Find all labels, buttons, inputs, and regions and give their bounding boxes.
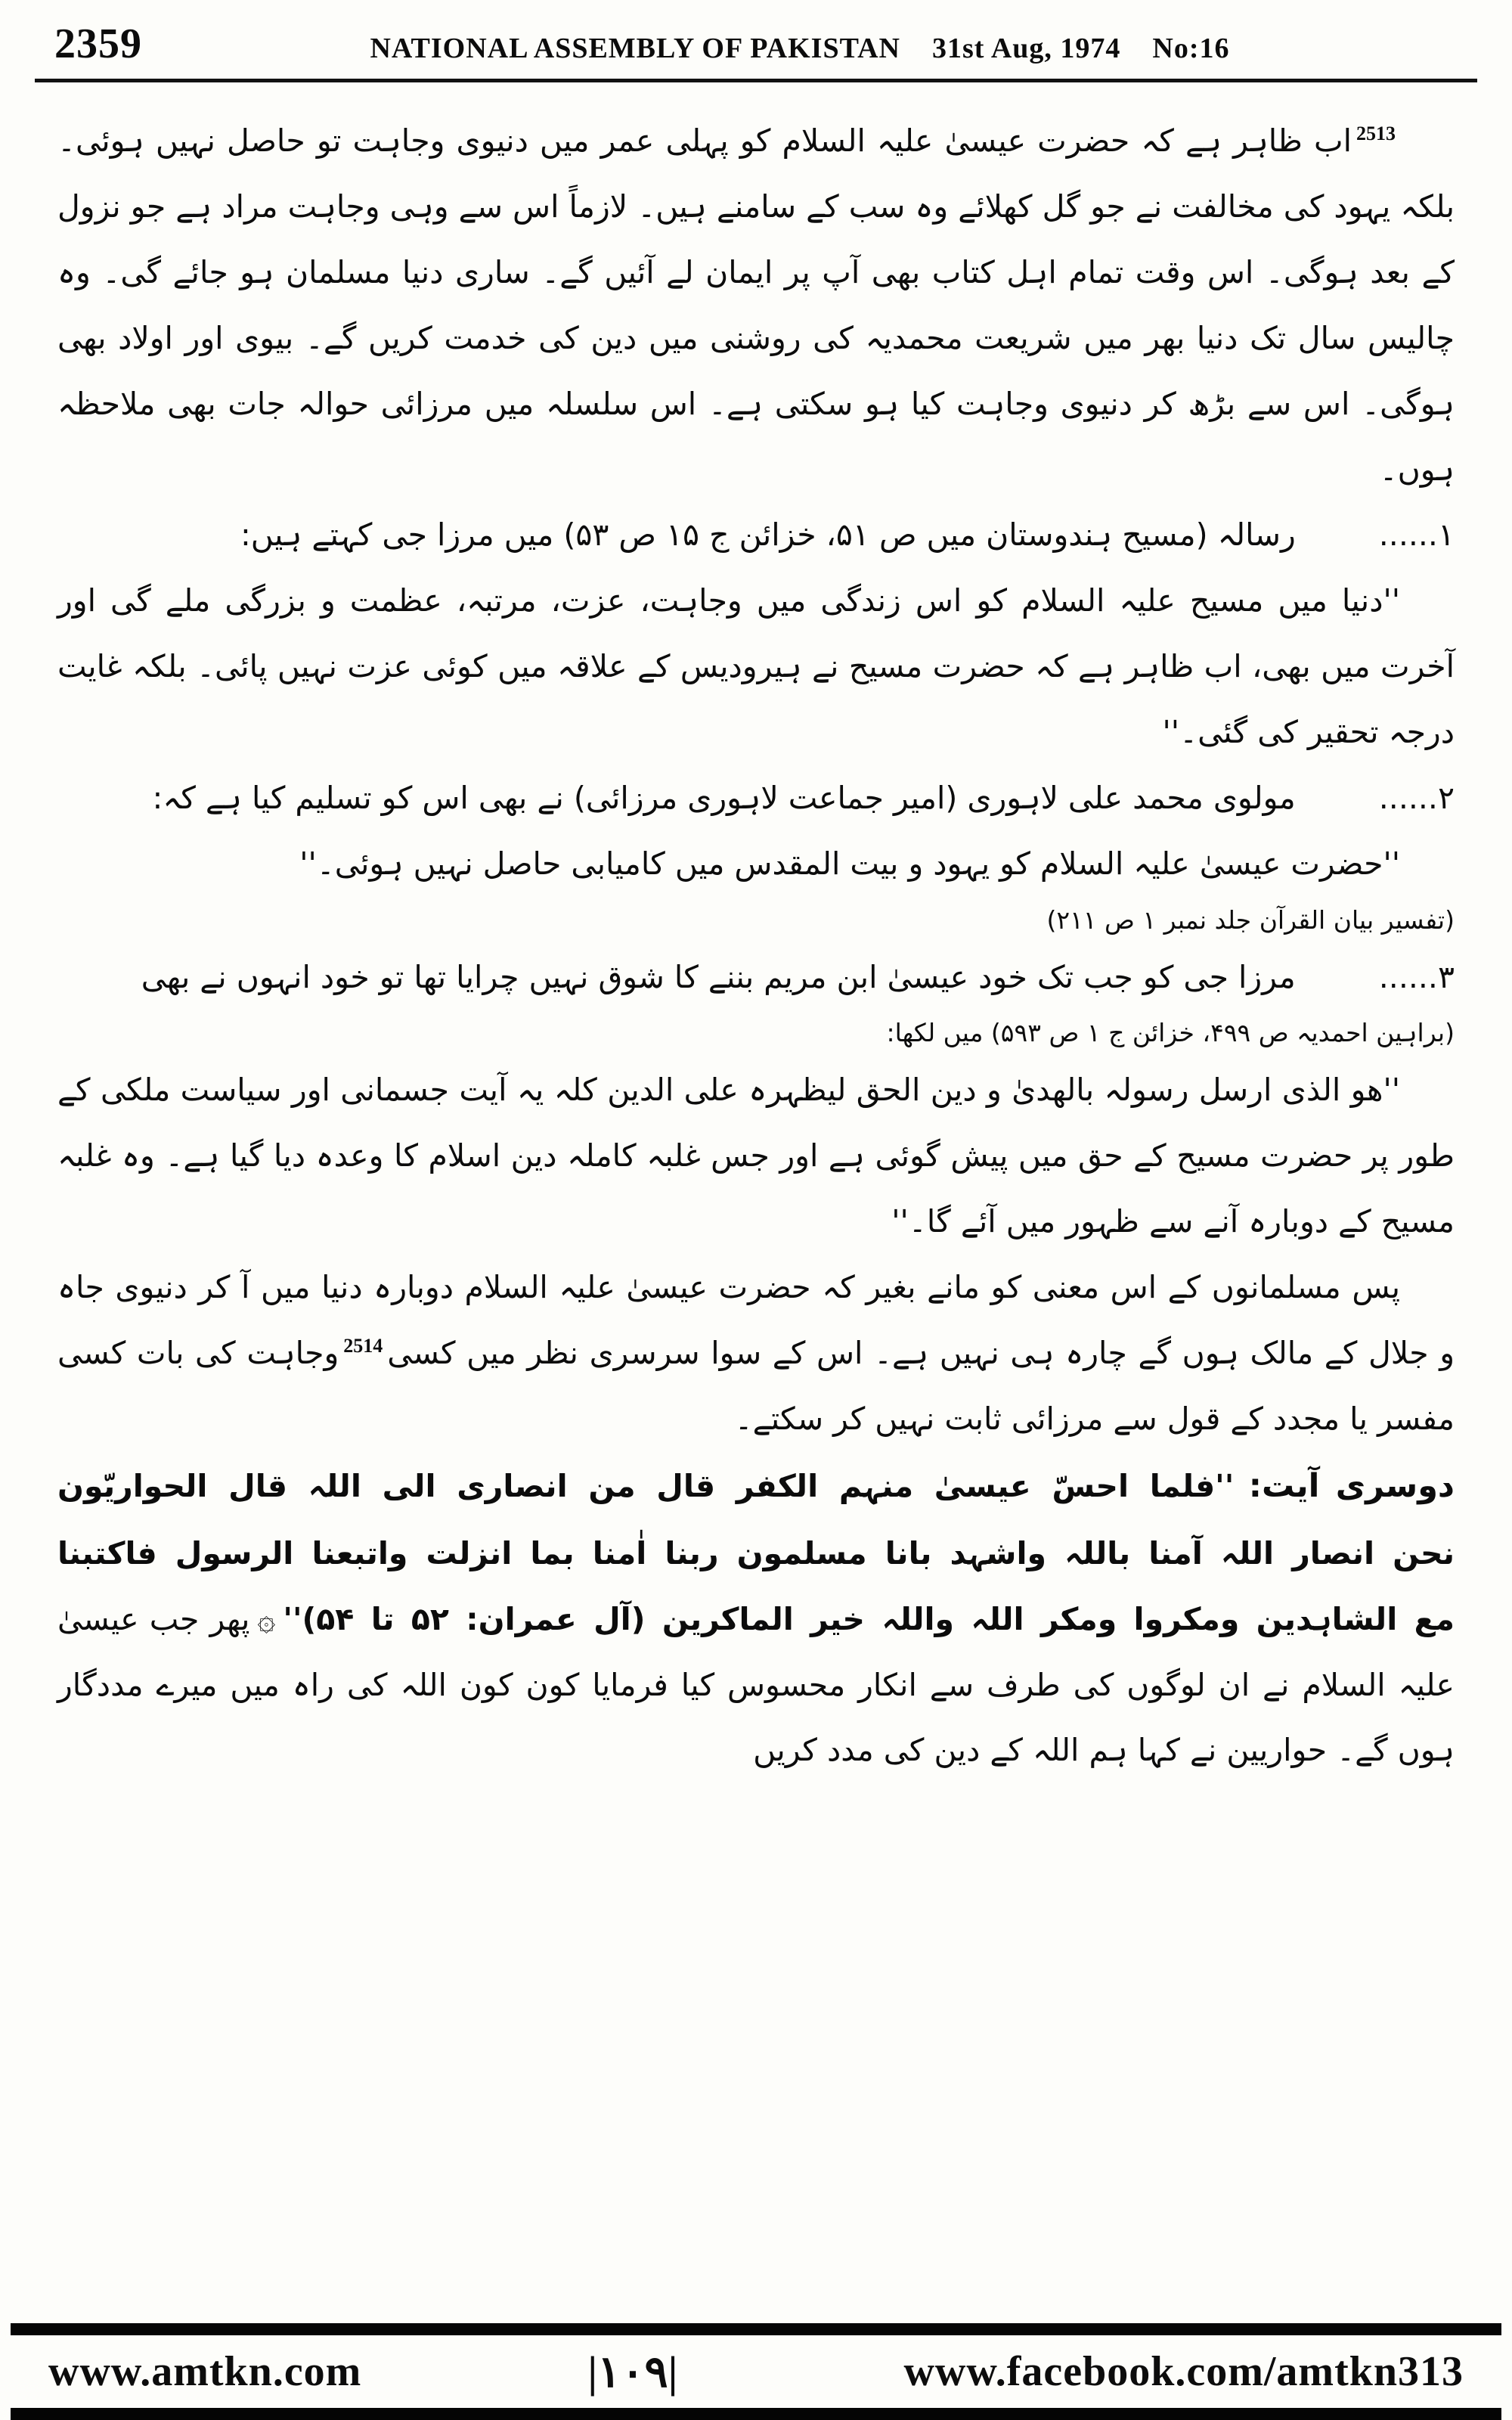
paragraph-conclusion-text-a: پس مسلمانوں کے اس معنی کو مانے بغیر کہ حضرت عیسیٰ علیہ السلام دوبارہ دنیا میں آ کر دنیوی جاہ و جلال کے مالک ہوں گے چارہ ہی نہیں ہے۔ اس کے سوا سرسری نظر میں کسی	[57, 1268, 1455, 1371]
header-date: 31st Aug, 1974	[932, 33, 1121, 64]
header-issue-number: No:16	[1152, 33, 1230, 64]
column-marker-2513: 2513	[1356, 123, 1396, 145]
list-item-2-text: مولوی محمد علی لاہوری (امیر جماعت لاہوری مرزائی) نے بھی اس کو تسلیم کیا ہے کہ:	[152, 780, 1296, 817]
list-item-1-number: ۱......	[1378, 517, 1455, 554]
footer-rule-bottom	[11, 2408, 1501, 2420]
paragraph-conclusion	[57, 1255, 1455, 1452]
reference-braheen: (براہین احمدیہ ص ۴۹۹، خزائن ج ۱ ص ۵۹۳) میں لکھا:	[886, 1018, 1455, 1048]
list-item-3-number: ۳......	[1378, 958, 1455, 995]
paragraph-second-verse	[57, 1452, 1455, 1784]
list-item-2-number: ۲......	[1378, 780, 1455, 817]
quote-lahori: ''حضرت عیسیٰ علیہ السلام کو یہود و بیت المقدس میں کامیابی حاصل نہیں ہوئی۔''	[299, 845, 1400, 882]
header-title-row	[142, 32, 1458, 65]
list-item-1	[57, 502, 1455, 568]
paragraph-intro	[57, 108, 1455, 502]
list-item-2	[57, 765, 1455, 831]
paragraph-conclusion-text-b: وجاہت کی بات کسی مفسر یا مجدد کے قول سے مرزائی ثابت نہیں کر سکتے۔	[57, 1334, 1455, 1437]
second-verse-heading: دوسری آیت:	[1248, 1466, 1455, 1505]
page-footer	[0, 2323, 1512, 2420]
document-body	[0, 82, 1512, 1783]
quote-braheen: ''ھو الذی ارسل رسولہ بالھدیٰ و دین الحق لیظہرہ علی الدین کلہ یہ آیت جسمانی اور سیاست ملکی کے طور پر حضرت مسیح کے حق میں پیش گوئی ہے اور جس غلبہ کاملہ دین اسلام کا وعدہ دیا گیا ہے۔ وہ غلبہ مسیح کے دوبارہ آنے سے ظہور میں آئے گا۔''	[57, 1072, 1455, 1239]
quote-risala: ''دنیا میں مسیح علیہ السلام کو اس زندگی میں وجاہت، عزت، مرتبہ، عظمت و بزرگی ملے گی اور آخرت میں بھی، اب ظاہر ہے کہ حضرت مسیح نے ہیرودیس کے علاقہ میں کوئی عزت نہیں پائی۔ بلکہ غایت درجہ تحقیر کی گئی۔''	[57, 582, 1455, 751]
column-marker-2514: 2514	[343, 1335, 383, 1357]
page-number: 2359	[54, 20, 142, 67]
reference-tafsir: (تفسیر بیان القرآن جلد نمبر ۱ ص ۲۱۱)	[1046, 904, 1455, 935]
list-item-3-text: مرزا جی کو جب تک خود عیسیٰ ابن مریم بننے کا شوق نہیں چرایا تھا تو خود انہوں نے بھی	[141, 958, 1296, 995]
list-item-3	[57, 945, 1455, 1010]
paragraph-intro-text: اب ظاہر ہے کہ حضرت عیسیٰ علیہ السلام کو پہلی عمر میں دنیوی وجاہت تو حاصل نہیں ہوئی۔ بلکہ یہود کی مخالفت نے جو گل کھلائے وہ سب کے سامنے ہیں۔ لازماً اس سے وہی وجاہت مراد ہے جو نزول کے بعد ہوگی۔ اس وقت تمام اہل کتاب بھی آپ پر ایمان لے آئیں گے۔ ساری دنیا مسلمان ہو جائے گی۔ وہ چالیس سال تک دنیا بھر میں شریعت محمدیہ کی روشنی میں دین کی خدمت کریں گے۔ بیوی اور اولاد بھی ہوگی۔ اس سے بڑھ کر دنیوی وجاہت کیا ہو سکتی ہے۔ اس سلسلہ میں مرزائی حوالہ جات بھی ملاحظہ ہوں۔	[57, 123, 1455, 488]
footer-rule-top	[11, 2323, 1501, 2335]
footer-website: www.amtkn.com	[48, 2348, 362, 2395]
quran-verse-arabic: ''فلما احسّ عیسیٰ منہم الکفر قال من انصاری الی اللہ قال الحواریّون نحن انصار اللہ آمنا باللہ واشہد بانا مسلمون ربنا اٰمنا بما انزلت واتبعنا الرسول فاکتبنا مع الشاہدین ومکروا ومکر اللہ واللہ خیر الماکرین (آل عمران: ۵۲ تا ۵۴)''	[57, 1467, 1455, 1637]
assembly-title: NATIONAL ASSEMBLY OF PAKISTAN	[370, 33, 900, 64]
page-header	[0, 0, 1512, 73]
list-item-1-text: رسالہ (مسیح ہندوستان میں ص ۵۱، خزائن ج ۱۵ ص ۵۳) میں مرزا جی کہتے ہیں:	[240, 517, 1296, 554]
footer-page-number: |۱۰۹|	[587, 2347, 678, 2397]
footer-facebook: www.facebook.com/amtkn313	[903, 2348, 1464, 2395]
verse-ornament-icon: ۞	[257, 1600, 276, 1637]
verse-urdu-translation: پھر جب عیسیٰ علیہ السلام نے ان لوگوں کی طرف سے انکار محسوس کیا فرمایا کون کون اللہ کی راہ میں میرے مددگار ہوں گے۔ حواریین نے کہا ہم اللہ کے دین کی مدد کریں	[57, 1600, 1455, 1769]
footer-row	[0, 2335, 1512, 2408]
